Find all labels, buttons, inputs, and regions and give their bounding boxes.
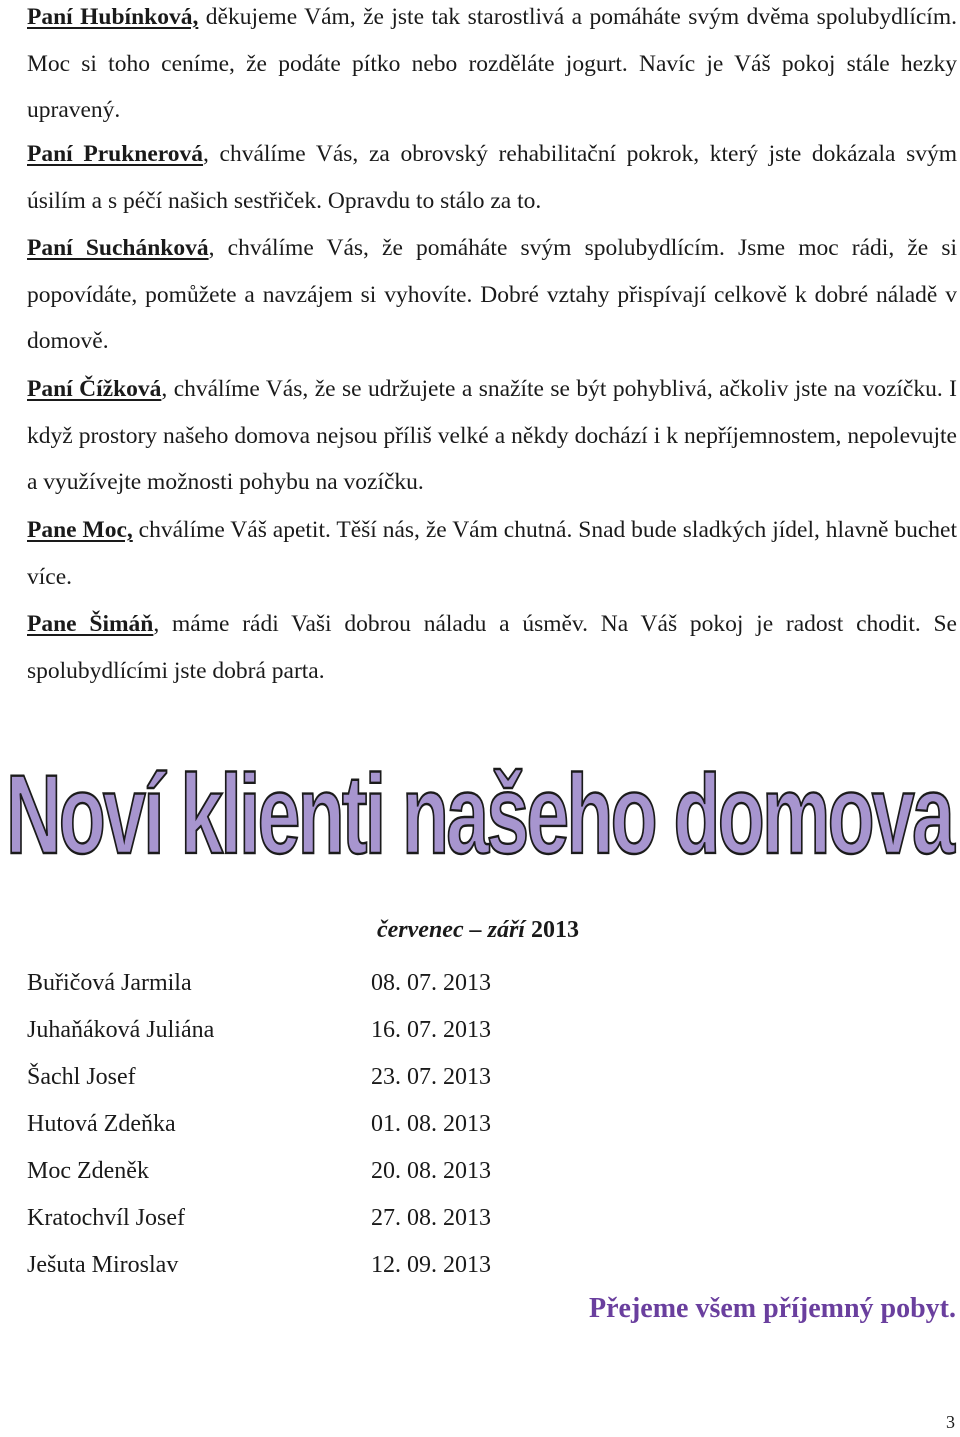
list-item xyxy=(27,1057,587,1097)
client-date: 12. 09. 2013 xyxy=(371,1252,491,1278)
new-clients-banner xyxy=(0,725,960,875)
client-date: 23. 07. 2013 xyxy=(371,1064,491,1090)
client-name: Moc Zdeněk xyxy=(27,1158,149,1184)
praise-name: Pane Šimáň xyxy=(27,611,154,637)
praise-text: děkujeme Vám, že jste tak starostlivá a pomáháte svým dvěma spolubydlícím. Moc si toho ceníme, že podáte pítko nebo rozděláte jogurt. Navíc je Váš pokoj stále hezky upravený. xyxy=(27,4,957,124)
praise-text: , chválíme Vás, za obrovský rehabilitační pokrok, který jste dokázala svým úsilím a s péčí našich sestřiček. Opravdu to stálo za to. xyxy=(27,141,957,214)
praise-name: Paní Pruknerová xyxy=(27,141,204,167)
client-name: Šachl Josef xyxy=(27,1064,136,1090)
praise-text: , máme rádi Vaši dobrou náladu a úsměv. Na Váš pokoj je radost chodit. Se spolubydlícími jste dobrá parta. xyxy=(27,611,957,684)
client-name: Kratochvíl Josef xyxy=(27,1205,185,1231)
list-item xyxy=(27,1198,587,1238)
praise-name: Pane Moc, xyxy=(27,517,133,543)
period-heading xyxy=(377,917,579,944)
praise-text: , chválíme Vás, že pomáháte svým spolubydlícím. Jsme moc rádi, že si popovídáte, pomůžete a navzájem si vyhovíte. Dobré vztahy přispívají celkově k dobré náladě v domově. xyxy=(27,235,958,355)
praise-paragraph-hubinkova xyxy=(27,0,957,134)
praise-paragraph-siman xyxy=(27,601,957,694)
client-date: 27. 08. 2013 xyxy=(371,1205,491,1231)
client-date: 08. 07. 2013 xyxy=(371,970,491,996)
closing-wish: Přejeme všem příjemný pobyt. xyxy=(588,1293,956,1324)
list-item xyxy=(27,1104,587,1144)
praise-name: Paní Čížková xyxy=(27,376,162,402)
praise-paragraph-suchankova xyxy=(27,225,957,365)
praise-text: chválíme Váš apetit. Těší nás, že Vám chutná. Snad bude sladkých jídel, hlavně buchet více. xyxy=(27,517,957,590)
page-number: 3 xyxy=(946,1412,955,1432)
banner-title: Noví klienti našeho domova xyxy=(6,752,956,875)
list-item xyxy=(27,1151,587,1191)
praise-name: Paní Suchánková xyxy=(27,235,209,261)
praise-paragraph-moc xyxy=(27,507,957,600)
praise-text: , chválíme Vás, že se udržujete a snažíte se být pohyblivá, ačkoliv jste na vozíčku. I když prostory našeho domova nejsou příliš velké a někdy dochází i k nepříjemnostem, nepolevujte a využívejte možnosti pohybu na vozíčku. xyxy=(27,376,957,496)
client-name: Buřičová Jarmila xyxy=(27,970,192,996)
client-name: Ješuta Miroslav xyxy=(27,1252,179,1278)
client-date: 16. 07. 2013 xyxy=(371,1017,491,1043)
client-name: Hutová Zdeňka xyxy=(27,1111,176,1137)
praise-paragraph-pruknerova xyxy=(27,131,957,224)
list-item xyxy=(27,1245,587,1285)
client-name: Juhaňáková Juliána xyxy=(27,1017,215,1043)
praise-name: Paní Hubínková, xyxy=(27,4,199,30)
list-item xyxy=(27,1010,587,1050)
period-months: červenec – září xyxy=(377,917,525,943)
period-year: 2013 xyxy=(530,917,579,943)
praise-paragraph-cizkova xyxy=(27,366,957,506)
client-date: 01. 08. 2013 xyxy=(371,1111,491,1137)
client-date: 20. 08. 2013 xyxy=(371,1158,491,1184)
list-item xyxy=(27,963,587,1003)
